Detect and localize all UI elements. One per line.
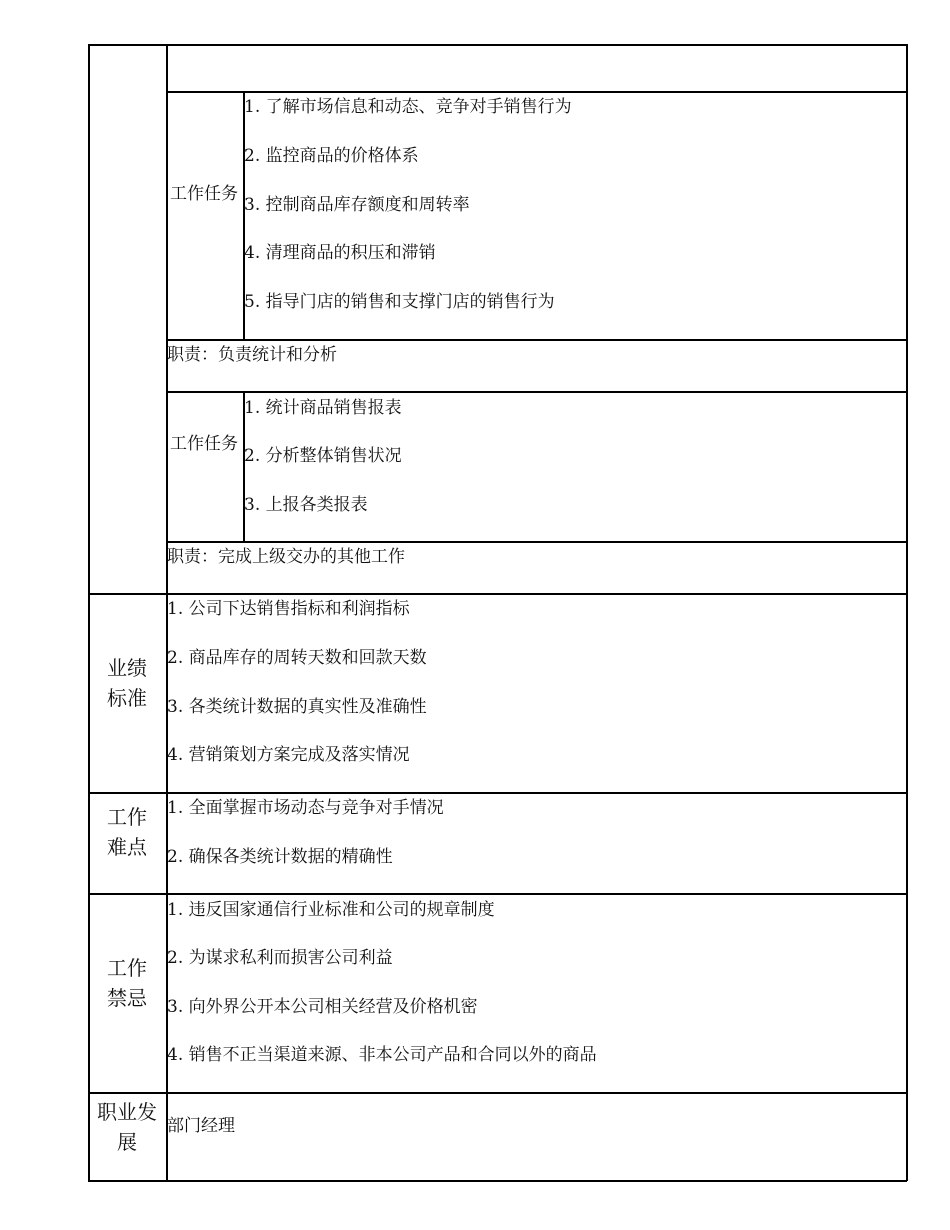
section-divider — [88, 893, 907, 895]
row-divider — [166, 91, 907, 93]
row-divider — [166, 541, 907, 543]
list-item: 2. 确保各类统计数据的精确性 — [167, 847, 393, 867]
list-item: 4. 营销策划方案完成及落实情况 — [167, 745, 410, 765]
list-item: 3. 各类统计数据的真实性及准确性 — [167, 697, 427, 717]
section-divider — [88, 593, 907, 595]
list-item: 2. 监控商品的价格体系 — [244, 146, 419, 166]
list-item: 1. 公司下达销售指标和利润指标 — [167, 599, 410, 619]
task-label: 工作任务 — [170, 184, 238, 204]
list-item: 2. 分析整体销售状况 — [244, 446, 402, 466]
section-label-career: 职业发展 — [97, 1100, 157, 1154]
table-border-top — [88, 44, 907, 46]
list-item: 4. 清理商品的积压和滞销 — [244, 243, 436, 263]
section-label-difficulty: 工作难点 — [107, 805, 147, 859]
list-item: 4. 销售不正当渠道来源、非本公司产品和合同以外的商品 — [167, 1045, 597, 1065]
table-border-right — [906, 44, 908, 1181]
section-divider — [88, 792, 907, 794]
list-item: 3. 上报各类报表 — [244, 495, 368, 515]
list-item: 2. 商品库存的周转天数和回款天数 — [167, 648, 427, 668]
list-item: 3. 向外界公开本公司相关经营及价格机密 — [167, 997, 478, 1017]
task-label: 工作任务 — [170, 434, 238, 454]
list-item: 1. 违反国家通信行业标准和公司的规章制度 — [167, 900, 495, 920]
section-divider — [88, 1092, 907, 1094]
list-item: 1. 统计商品销售报表 — [244, 398, 402, 418]
section-label-prohibitions: 工作禁忌 — [107, 956, 147, 1010]
list-item: 1. 了解市场信息和动态、竞争对手销售行为 — [244, 97, 572, 117]
table-border-bottom — [88, 1180, 907, 1182]
list-item: 5. 指导门店的销售和支撑门店的销售行为 — [244, 292, 555, 312]
list-item: 2. 为谋求私利而损害公司利益 — [167, 948, 393, 968]
row-divider — [166, 391, 907, 393]
list-item: 1. 全面掌握市场动态与竞争对手情况 — [167, 798, 444, 818]
career-value: 部门经理 — [167, 1116, 235, 1136]
list-item: 3. 控制商品库存额度和周转率 — [244, 195, 470, 215]
responsibility-title: 职责：负责统计和分析 — [167, 345, 337, 365]
section-label-performance: 业绩标准 — [107, 656, 147, 710]
row-divider — [166, 339, 907, 341]
responsibility-title: 职责：完成上级交办的其他工作 — [167, 547, 405, 567]
